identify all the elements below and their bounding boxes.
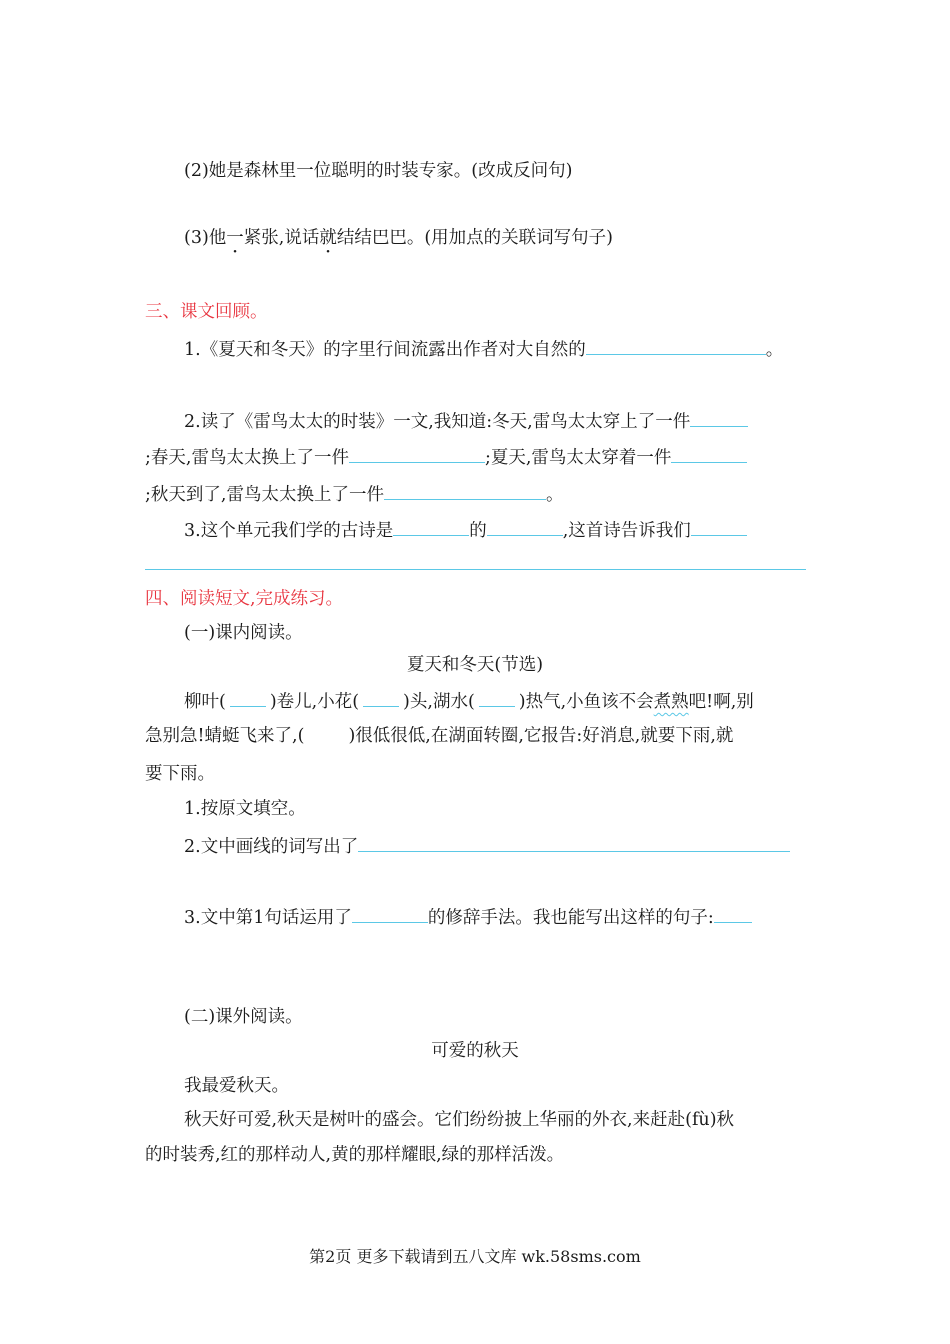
passage-1-line-2	[145, 724, 733, 748]
section-3-q2-text-e: 。	[545, 485, 564, 505]
paren-open: (	[219, 692, 226, 712]
answer-blank[interactable]	[358, 832, 790, 852]
section-4-q2	[184, 832, 790, 859]
section-4-q1: 1.按原文填空。	[184, 799, 306, 819]
answer-blank[interactable]	[384, 480, 546, 500]
section-3-q2-line3	[145, 480, 563, 507]
section-4-part1-label: (一)课内阅读。	[184, 623, 303, 643]
underlined-word: 煮熟	[653, 692, 689, 712]
paren-open: (	[467, 692, 475, 712]
paren-open: (	[297, 726, 305, 746]
section-4-heading: 四、阅读短文,完成练习。	[145, 589, 344, 609]
section-3-q3-text-b: 的	[469, 521, 487, 541]
passage-1-text-c: 头,湖水	[409, 692, 468, 712]
section-3-q2-line2	[145, 443, 747, 470]
section-3-heading: 三、课文回顾。	[145, 302, 268, 322]
section-3-q3-text-a: 3.这个单元我们学的古诗是	[184, 521, 394, 541]
passage-1-text-a: 柳叶	[184, 692, 219, 712]
section-3-q2-line1	[184, 407, 748, 434]
section-3-q3-text-c: ,这首诗告诉我们	[562, 521, 691, 541]
q2-item-3-text-b: 紧张,说话	[243, 228, 320, 248]
passage-1-line-1	[184, 687, 754, 714]
paren-close: )	[518, 692, 526, 712]
paren-close: )	[269, 692, 277, 712]
section-3-q3	[184, 516, 747, 543]
q2-item-3-text-c: 结结巴巴。(用加点的关联词写句子)	[336, 228, 614, 248]
answer-blank[interactable]	[479, 687, 515, 707]
section-4-q2-text: 2.文中画线的词写出了	[184, 837, 359, 857]
section-4-q3-text-a: 3.文中第1句话运用了	[184, 908, 352, 928]
section-3-q2-text-a: 2.读了《雷鸟太太的时装》一文,我知道:冬天,雷鸟太太穿上了一件	[184, 412, 691, 432]
answer-blank[interactable]	[230, 687, 266, 707]
passage-1-text-g: 很低很低,在湖面转圈,它报告:好消息,就要下雨,就	[355, 726, 734, 746]
passage-1-title: 夏天和冬天(节选)	[406, 655, 544, 675]
passage-2-line-1: 我最爱秋天。	[184, 1076, 289, 1096]
answer-blank[interactable]	[714, 903, 752, 923]
section-4-q3-text-b: 的修辞手法。我也能写出这样的句子:	[427, 908, 714, 928]
section-3-q1-text: 1.《夏天和冬天》的字里行间流露出作者对大自然的	[184, 340, 586, 360]
answer-blank[interactable]	[691, 516, 747, 536]
q2-item-3-text-a: (3)他	[184, 228, 227, 248]
q2-item-2: (2)她是森林里一位聪明的时装专家。(改成反问句)	[184, 161, 573, 181]
section-3-q1	[184, 335, 783, 362]
passage-2-line-3: 的时装秀,红的那样动人,黄的那样耀眼,绿的那样活泼。	[145, 1145, 565, 1165]
passage-1-text-f: 急别急!蜻蜓飞来了,	[145, 726, 298, 746]
answer-full-line[interactable]	[145, 569, 806, 570]
section-3-q2-text-c: ;夏天,雷鸟太太穿着一件	[484, 448, 672, 468]
passage-2-title: 可爱的秋天	[431, 1041, 519, 1061]
answer-blank[interactable]	[586, 335, 766, 355]
passage-1-line-3: 要下雨。	[145, 764, 215, 784]
section-3-q2-text-d: ;秋天到了,雷鸟太太换上了一件	[145, 485, 384, 505]
section-4-q3	[184, 903, 752, 930]
answer-blank[interactable]	[349, 443, 485, 463]
answer-blank[interactable]	[363, 687, 399, 707]
section-3-q2-text-b: ;春天,雷鸟太太换上了一件	[145, 448, 349, 468]
emphasis-dot-char-1: 一	[226, 228, 244, 248]
paren-close: )	[403, 692, 410, 712]
passage-2-line-2: 秋天好可爱,秋天是树叶的盛会。它们纷纷披上华丽的外衣,来赶赴(fù)秋	[184, 1110, 735, 1130]
paren-close: )	[348, 726, 356, 746]
section-3-q1-end: 。	[765, 340, 784, 360]
section-4-part2-label: (二)课外阅读。	[184, 1007, 303, 1027]
answer-blank[interactable]	[393, 516, 469, 536]
passage-1-text-b: 卷儿,小花	[276, 692, 353, 712]
emphasis-dot-char-2: 就	[319, 228, 337, 248]
answer-blank[interactable]	[352, 903, 428, 923]
answer-blank[interactable]	[671, 443, 747, 463]
page-footer: 第2页 更多下载请到五八文库 wk.58sms.com	[309, 1247, 641, 1266]
passage-1-text-e: 吧!啊,别	[688, 692, 754, 712]
answer-blank[interactable]	[690, 407, 748, 427]
answer-blank[interactable]	[487, 516, 563, 536]
q2-item-3	[184, 226, 613, 250]
paren-open: (	[352, 692, 360, 712]
passage-1-text-d: 热气,小鱼该不会	[525, 692, 654, 712]
